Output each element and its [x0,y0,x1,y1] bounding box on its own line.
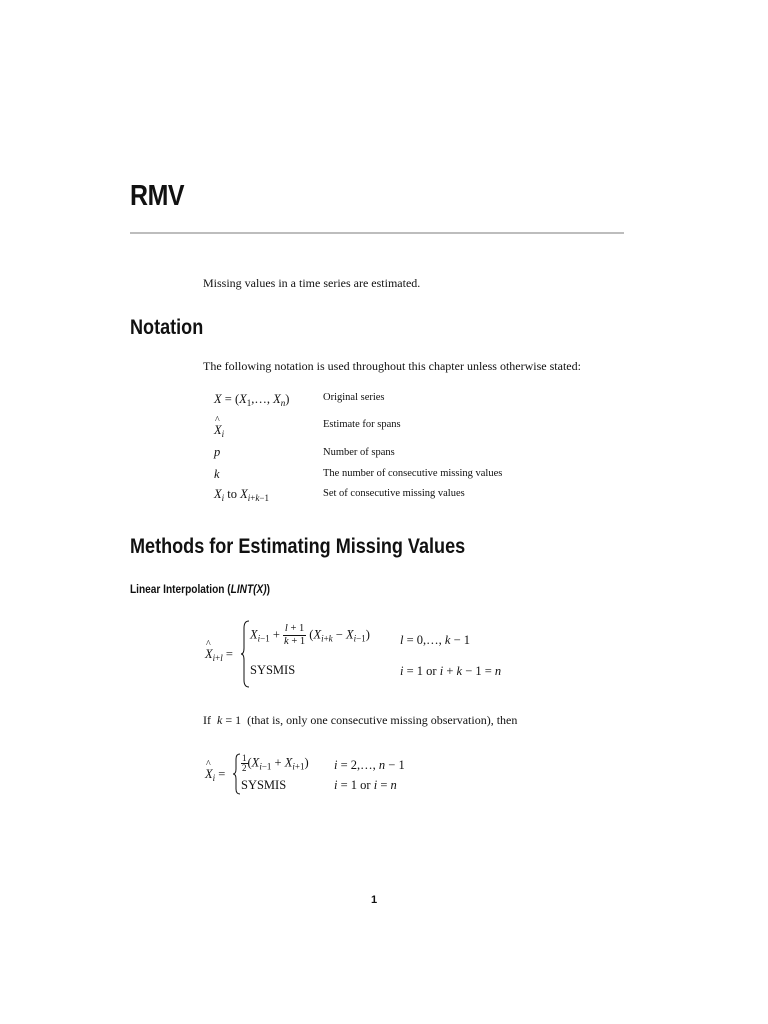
page-title: RMV [130,180,185,212]
notation-symbol-estimate: ^ $X_i$ [214,423,224,438]
eq1-case2-expr: SYSMIS [250,663,296,677]
notation-desc: Set of consecutive missing values [323,488,465,499]
title-divider [130,232,624,234]
linear-interpolation-subheading: Linear Interpolation (LINT(X)) [130,584,271,596]
eq2-case1-expr: $\frac{1}{2}$ $(X_{i-1} + X_{i+1})$ [242,753,309,773]
notation-symbol-range: $X_i$ to $X_{i+k-1}$ [214,487,269,503]
notation-heading: Notation [130,316,204,339]
eq1-lhs: ^ $X_{i+l}$ = [205,647,233,662]
notation-symbol-series: $X = (X_1,\dots$, $X_n$) [214,392,290,408]
notation-symbol-k: k [214,467,220,481]
eq2-case1-cond: i = 2,…, n − 1 [334,758,405,772]
notation-symbol-p: p [214,445,221,459]
notation-desc: Original series [323,392,385,403]
eq2-case2-cond: i = 1 or i = n [334,778,397,792]
eq2-lhs: ^ $X_i$ = [205,767,225,782]
condition-text: If k = 1 (that is, only one consecutive missing observation), then [203,713,518,727]
page-number: 1 [371,894,378,906]
eq2-case2-expr: SYSMIS [241,778,287,792]
notation-desc: Number of spans [323,447,395,458]
eq1-case1-cond: l = 0,…, k − 1 [400,633,471,647]
notation-desc: Estimate for spans [323,419,401,430]
notation-lead: The following notation is used throughout this chapter unless otherwise stated: [203,359,581,373]
methods-heading: Methods for Estimating Missing Values [130,535,466,558]
eq1-case2-cond: i = 1 or i + k − 1 = n [400,664,502,678]
eq1-case1-expr: $X_{i-1}$ + $\frac{l + 1}{k + 1}$ $(X_{i+k} - X_{i-1})$ [250,623,370,647]
notation-desc: The number of consecutive missing values [323,468,503,479]
intro-text: Missing values in a time series are estimated. [203,276,421,290]
